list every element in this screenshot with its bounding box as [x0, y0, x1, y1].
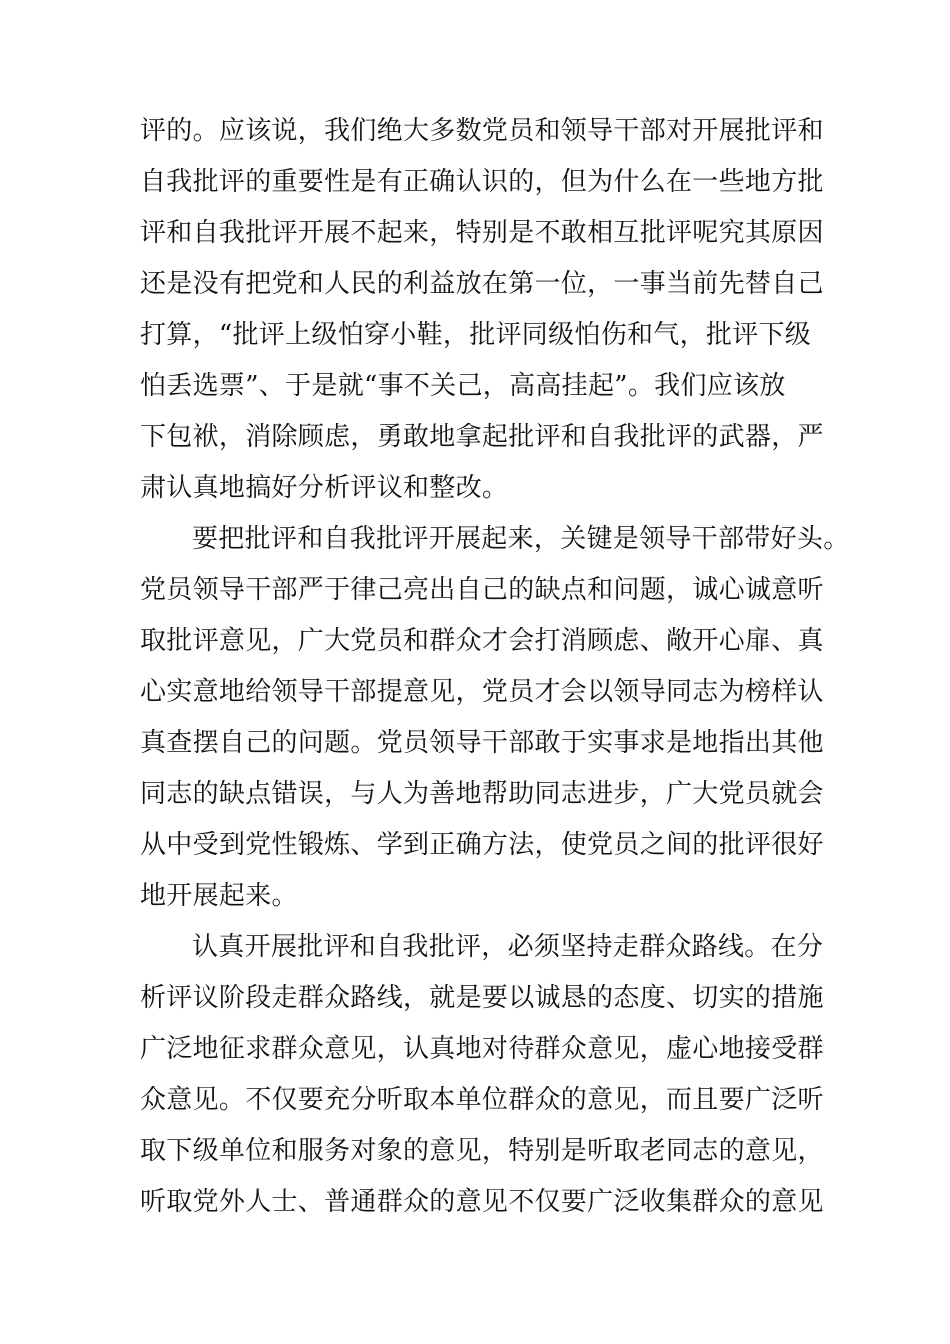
text-line: 听取党外人士、普通群众的意见不仅要广泛收集群众的意见 — [140, 1187, 824, 1217]
text-line: 打算，“批评上级怕穿小鞋，批评同级怕伤和气，批评下级 — [140, 320, 812, 350]
text-line: 同志的缺点错误，与人为善地帮助同志进步，广大党员就会 — [140, 779, 824, 809]
text-line: 下包袱，消除顾虑，勇敢地拿起批评和自我批评的武器，严 — [140, 422, 824, 452]
text-line: 评和自我批评开展不起来，特别是不敢相互批评呢究其原因 — [140, 218, 824, 248]
text-line: 心实意地给领导干部提意见，党员才会以领导同志为榜样认 — [140, 677, 824, 707]
text-line: 广泛地征求群众意见，认真地对待群众意见，虚心地接受群 — [140, 1034, 824, 1064]
text-line: 自我批评的重要性是有正确认识的，但为什么在一些地方批 — [140, 167, 824, 197]
text-line: 取下级单位和服务对象的意见，特别是听取老同志的意见， — [140, 1136, 824, 1166]
text-line: 地开展起来。 — [140, 881, 298, 911]
text-line: 真查摆自己的问题。党员领导干部敢于实事求是地指出其他 — [140, 728, 824, 758]
text-line: 众意见。不仅要充分听取本单位群众的意见，而且要广泛听 — [140, 1085, 824, 1115]
text-line: 还是没有把党和人民的利益放在第一位，一事当前先替自己 — [140, 269, 824, 299]
text-line: 从中受到党性锻炼、学到正确方法，使党员之间的批评很好 — [140, 830, 824, 860]
paragraph-first-line: 要把批评和自我批评开展起来，关键是领导干部带好头。 — [192, 524, 850, 554]
text-line: 肃认真地搞好分析评议和整改。 — [140, 473, 509, 503]
text-line: 析评议阶段走群众路线，就是要以诚恳的态度、切实的措施 — [140, 983, 824, 1013]
text-line: 党员领导干部严于律己亮出自己的缺点和问题，诚心诚意听 — [140, 575, 824, 605]
text-line: 评的。应该说，我们绝大多数党员和领导干部对开展批评和 — [140, 116, 824, 146]
paragraph-first-line: 认真开展批评和自我批评，必须坚持走群众路线。在分 — [192, 932, 824, 962]
text-line: 怕丢选票”、于是就“事不关己，高高挂起”。我们应该放 — [140, 371, 786, 401]
text-line: 取批评意见，广大党员和群众才会打消顾虑、敞开心扉、真 — [140, 626, 824, 656]
